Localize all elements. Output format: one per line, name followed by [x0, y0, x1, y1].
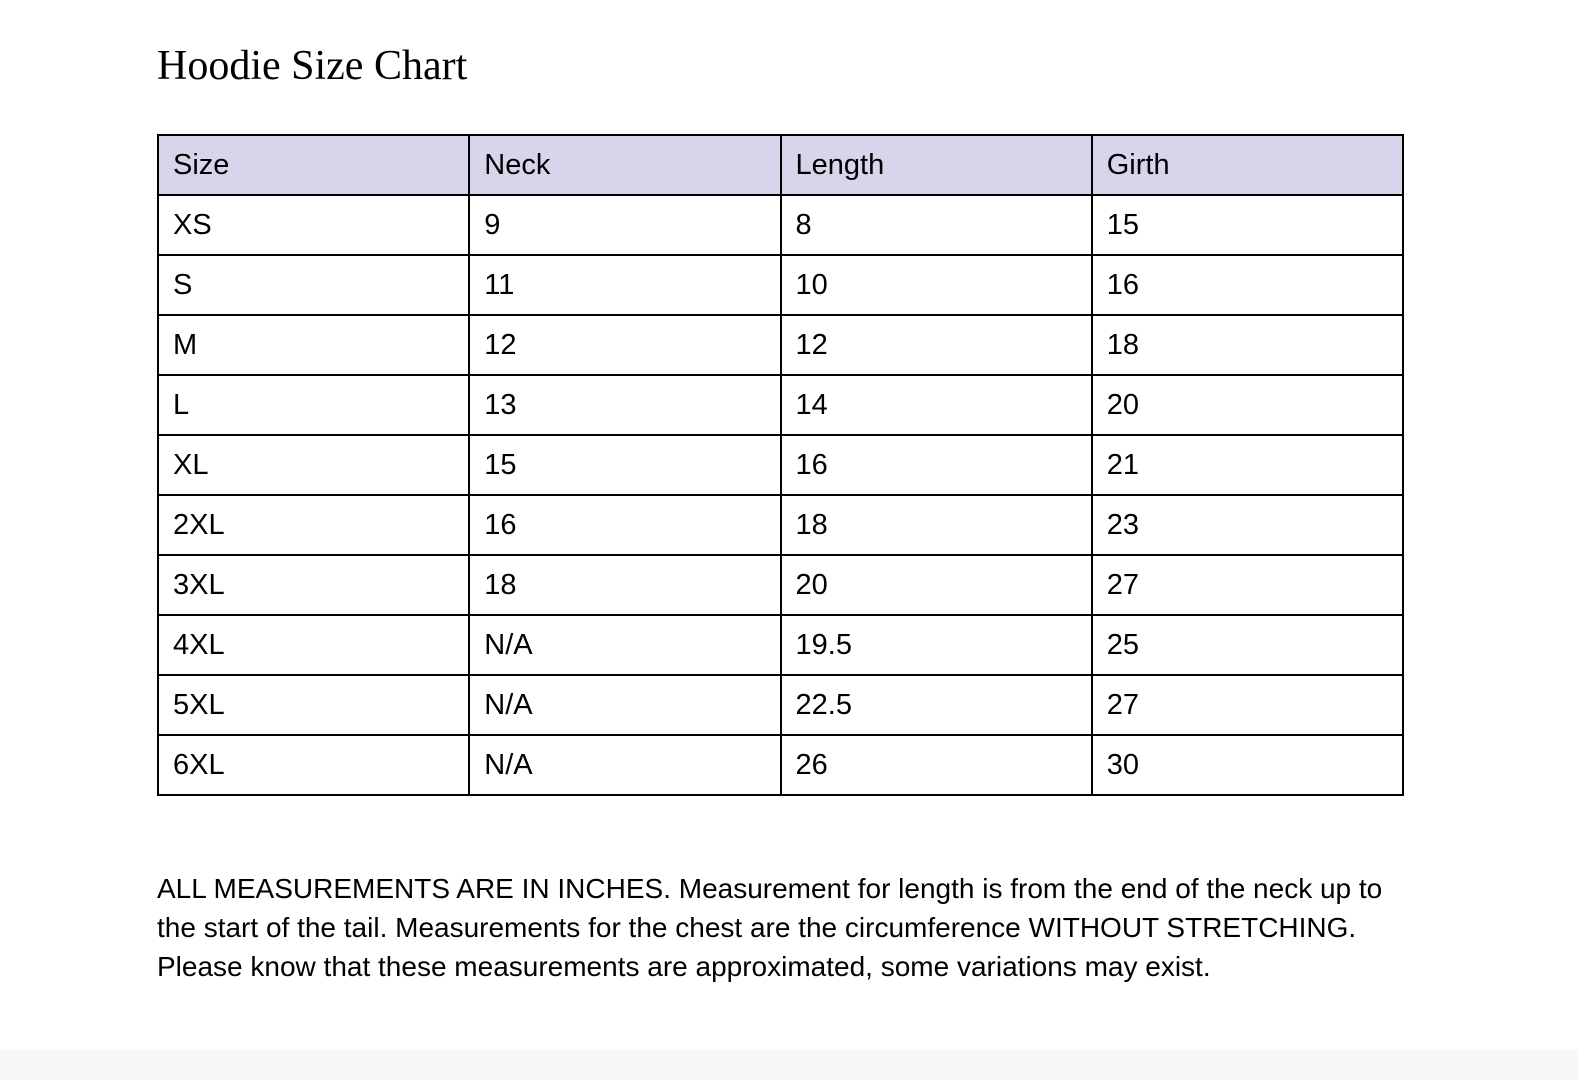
cell-size: 3XL [158, 555, 469, 615]
cell-girth: 23 [1092, 495, 1403, 555]
cell-neck: 13 [469, 375, 780, 435]
cell-neck: 18 [469, 555, 780, 615]
cell-length: 26 [781, 735, 1092, 795]
cell-girth: 27 [1092, 555, 1403, 615]
cell-length: 16 [781, 435, 1092, 495]
cell-size: XS [158, 195, 469, 255]
table-row [158, 675, 1403, 735]
cell-size: 2XL [158, 495, 469, 555]
cell-size: M [158, 315, 469, 375]
cell-neck: 9 [469, 195, 780, 255]
table-row [158, 495, 1403, 555]
measurement-note: ALL MEASUREMENTS ARE IN INCHES. Measurement for length is from the end of the neck up to the start of the tail. Measurements for the chest are the circumference WITHOUT STRETCHING. Please know that these measurements are approximated, some variations may exist. [157, 873, 1383, 982]
cell-size: S [158, 255, 469, 315]
size-chart-table [157, 134, 1404, 796]
cell-size: 5XL [158, 675, 469, 735]
cell-length: 10 [781, 255, 1092, 315]
cell-size: L [158, 375, 469, 435]
cell-size: 6XL [158, 735, 469, 795]
table-row [158, 315, 1403, 375]
column-header-length: Length [781, 135, 1092, 195]
table-row [158, 615, 1403, 675]
cell-neck: N/A [469, 675, 780, 735]
cell-neck: N/A [469, 735, 780, 795]
table-row [158, 735, 1403, 795]
cell-length: 12 [781, 315, 1092, 375]
cell-length: 18 [781, 495, 1092, 555]
cell-girth: 30 [1092, 735, 1403, 795]
table-row [158, 255, 1403, 315]
cell-girth: 18 [1092, 315, 1403, 375]
cell-neck: 15 [469, 435, 780, 495]
cell-length: 14 [781, 375, 1092, 435]
cell-neck: 11 [469, 255, 780, 315]
cell-length: 20 [781, 555, 1092, 615]
cell-length: 8 [781, 195, 1092, 255]
cell-girth: 25 [1092, 615, 1403, 675]
table-row [158, 375, 1403, 435]
table-header-row [158, 135, 1403, 195]
table-row [158, 555, 1403, 615]
cell-length: 19.5 [781, 615, 1092, 675]
cell-length: 22.5 [781, 675, 1092, 735]
cell-neck: 12 [469, 315, 780, 375]
page-bottom-edge [0, 1050, 1578, 1080]
cell-girth: 15 [1092, 195, 1403, 255]
table-row [158, 195, 1403, 255]
column-header-girth: Girth [1092, 135, 1403, 195]
page-title: Hoodie Size Chart [157, 43, 468, 89]
cell-girth: 20 [1092, 375, 1403, 435]
cell-size: XL [158, 435, 469, 495]
cell-neck: N/A [469, 615, 780, 675]
cell-neck: 16 [469, 495, 780, 555]
cell-girth: 21 [1092, 435, 1403, 495]
cell-size: 4XL [158, 615, 469, 675]
cell-girth: 16 [1092, 255, 1403, 315]
column-header-neck: Neck [469, 135, 780, 195]
cell-girth: 27 [1092, 675, 1403, 735]
column-header-size: Size [158, 135, 469, 195]
table-row [158, 435, 1403, 495]
